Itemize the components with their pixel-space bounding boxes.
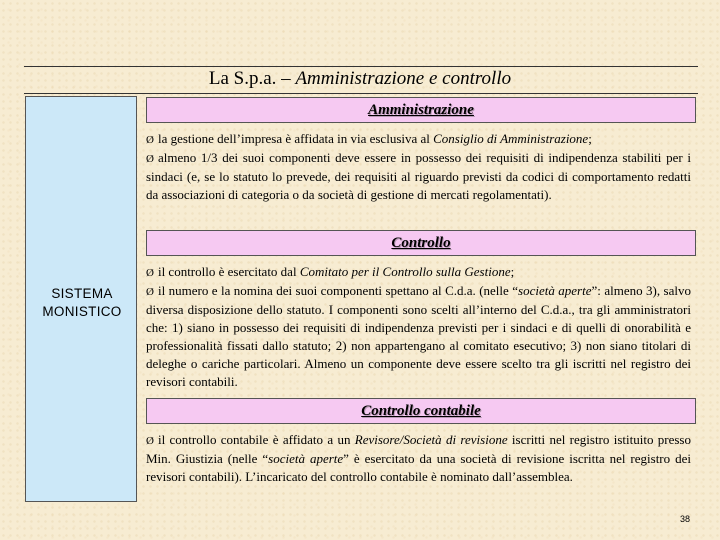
bullet-item — [146, 282, 691, 391]
bullet-text: ”: almeno 3), salvo diversa disposizione dello statuto. I componenti sono scelti all’interno del C.d.a., tra gli amministratori che: 1) siano in possesso dei requisiti di indipendenza previsti per i sindaci e di quelli di onorabilità e professionalità fissati dallo statuto; 2) non appartengano al comitato esecutivo; 3) non siano titolari di deleghe o cariche particolari. Almeno un componente deve essere scelto tra gli iscritti nel registro dei revisori contabili. — [146, 283, 691, 389]
bullet-italic: società aperte — [518, 283, 592, 298]
bullet-end: ; — [510, 264, 515, 279]
heading-controllo-contabile: Controllo contabile — [146, 398, 696, 424]
bullet-italic: società aperte — [268, 451, 344, 466]
title-italic: Amministrazione e controllo — [295, 68, 512, 89]
bullet-italic: Comitato per il Controllo sulla Gestione — [299, 264, 511, 279]
title-underline — [24, 93, 698, 94]
sidebar-label-line2: MONISTICO — [42, 304, 122, 319]
bullet-item — [146, 431, 691, 486]
arrow-bullet-icon: Ø — [146, 267, 154, 279]
bullet-text: iscritti nel registro istituito presso Min. Giustizia (nelle “ — [146, 432, 691, 466]
bullet-item — [146, 149, 691, 204]
arrow-bullet-icon: Ø — [146, 286, 154, 298]
arrow-bullet-icon: Ø — [146, 153, 154, 165]
bullet-text: ” è esercitato da una società di revisione iscritta nel registro dei revisori contabili). L’incaricato del controllo contabile è nominato dall’assemblea. — [146, 451, 691, 484]
sidebar-label-line1: SISTEMA — [51, 286, 113, 301]
title-plain: La S.p.a. – — [208, 68, 296, 89]
block-amministrazione — [146, 130, 691, 204]
bullet-item — [146, 263, 691, 282]
page-title — [0, 68, 720, 90]
bullet-text: il controllo contabile è affidato a un — [157, 432, 355, 447]
bullet-end: ; — [588, 131, 592, 146]
top-rule — [24, 66, 698, 67]
sidebar-label — [26, 285, 138, 321]
arrow-bullet-icon: Ø — [146, 435, 154, 447]
bullet-text: la gestione dell’impresa è affidata in via esclusiva al — [157, 131, 434, 146]
arrow-bullet-icon: Ø — [146, 134, 154, 146]
page-number: 38 — [679, 514, 690, 524]
bullet-italic: Consiglio di Amministrazione — [433, 131, 589, 146]
bullet-italic: Revisore/Società di revisione — [354, 432, 508, 447]
block-controllo-contabile — [146, 431, 691, 486]
block-controllo — [146, 263, 691, 391]
sidebar-panel — [25, 96, 137, 502]
bullet-text: almeno 1/3 dei suoi componenti deve essere in possesso dei requisiti di indipendenza stabiliti per i sindaci (e, se lo statuto lo prevede, dei requisiti al riguardo previsti da codici di comportamento redatti da associazioni di categoria o da società di gestione di mercati regolamentati). — [146, 150, 691, 202]
bullet-text: il controllo è esercitato dal — [157, 264, 300, 279]
heading-controllo: Controllo — [146, 230, 696, 256]
bullet-item — [146, 130, 691, 149]
heading-amministrazione: Amministrazione — [146, 97, 696, 123]
bullet-text: il numero e la nomina dei suoi componenti spettano al C.d.a. (nelle “ — [157, 283, 519, 298]
